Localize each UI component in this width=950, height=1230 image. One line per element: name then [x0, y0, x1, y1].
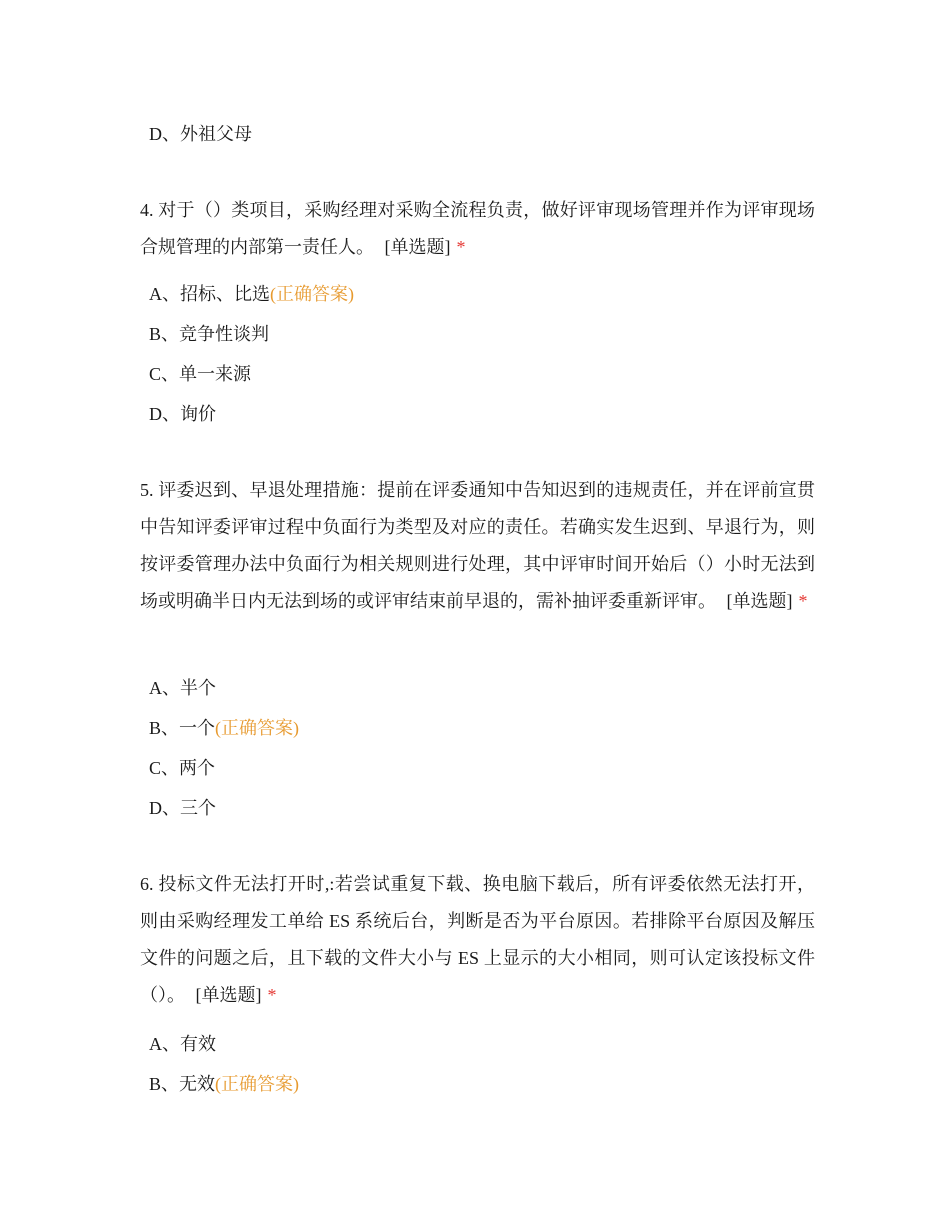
question-5-option-a	[149, 676, 216, 700]
option-label: C、	[149, 364, 180, 384]
option-label: D、	[149, 404, 180, 424]
option-label: B、	[149, 1074, 180, 1094]
option-text: 招标、比选	[180, 284, 270, 304]
question-4-option-a	[149, 282, 354, 306]
question-5-text	[140, 472, 815, 620]
option-text: 一个	[179, 718, 216, 738]
option-text: 询价	[180, 404, 216, 424]
option-text: 单一来源	[179, 364, 252, 384]
option-text: 两个	[179, 758, 216, 778]
question-6-text	[140, 866, 815, 1014]
option-label: A、	[149, 284, 180, 304]
question-4-option-b	[149, 322, 269, 346]
option-text: 半个	[180, 678, 216, 698]
question-number: 5.	[140, 480, 154, 500]
question-body: 对于（）类项目，采购经理对采购全流程负责，做好评审现场管理并作为评审现场合规管理的内部第一责任人。	[140, 200, 815, 257]
question-type: [单选题]	[726, 591, 793, 611]
question-5-option-c	[149, 756, 215, 780]
question-5	[140, 472, 815, 620]
required-mark: *	[456, 237, 466, 257]
required-mark: *	[798, 591, 808, 611]
question-4-option-d	[149, 402, 216, 426]
question-4-text	[140, 192, 815, 266]
option-label: A、	[149, 678, 180, 698]
question-6-option-b	[149, 1072, 299, 1096]
question-5-option-b	[149, 716, 299, 740]
option-label: D、	[149, 124, 180, 144]
option-label: A、	[149, 1034, 180, 1054]
option-d-previous	[149, 122, 252, 146]
required-mark: *	[267, 985, 277, 1005]
correct-answer-tag: (正确答案)	[270, 284, 354, 304]
option-text: 三个	[180, 798, 216, 818]
question-4	[140, 192, 815, 266]
question-number: 4.	[140, 200, 154, 220]
question-body: 投标文件无法打开时,:若尝试重复下载、换电脑下载后，所有评委依然无法打开，则由采购经理发工单给 ES 系统后台，判断是否为平台原因。若排除平台原因及解压文件的问题之后，且下载的文件大小与 ES 上显示的大小相同，则可认定该投标文件（）。	[140, 874, 816, 1005]
option-label: D、	[149, 798, 180, 818]
option-text: 有效	[180, 1034, 216, 1054]
option-text: 无效	[179, 1074, 216, 1094]
question-body: 评委迟到、早退处理措施：提前在评委通知中告知迟到的违规责任，并在评前宣贯中告知评委评审过程中负面行为类型及对应的责任。若确实发生迟到、早退行为，则按评委管理办法中负面行为相关规则进行处理，其中评审时间开始后（）小时无法到场或明确半日内无法到场的或评审结束前早退的，需补抽评委重新评审。	[140, 480, 815, 611]
option-text: 竞争性谈判	[179, 324, 270, 344]
option-label: B、	[149, 324, 180, 344]
question-5-option-d	[149, 796, 216, 820]
question-type: [单选题]	[384, 237, 451, 257]
correct-answer-tag: (正确答案)	[215, 1074, 300, 1094]
question-6	[140, 866, 815, 1014]
question-6-option-a	[149, 1032, 216, 1056]
option-label: C、	[149, 758, 180, 778]
option-label: B、	[149, 718, 180, 738]
question-type: [单选题]	[195, 985, 262, 1005]
option-text: 外祖父母	[180, 124, 252, 144]
question-4-option-c	[149, 362, 251, 386]
question-number: 6.	[140, 874, 154, 894]
correct-answer-tag: (正确答案)	[215, 718, 300, 738]
